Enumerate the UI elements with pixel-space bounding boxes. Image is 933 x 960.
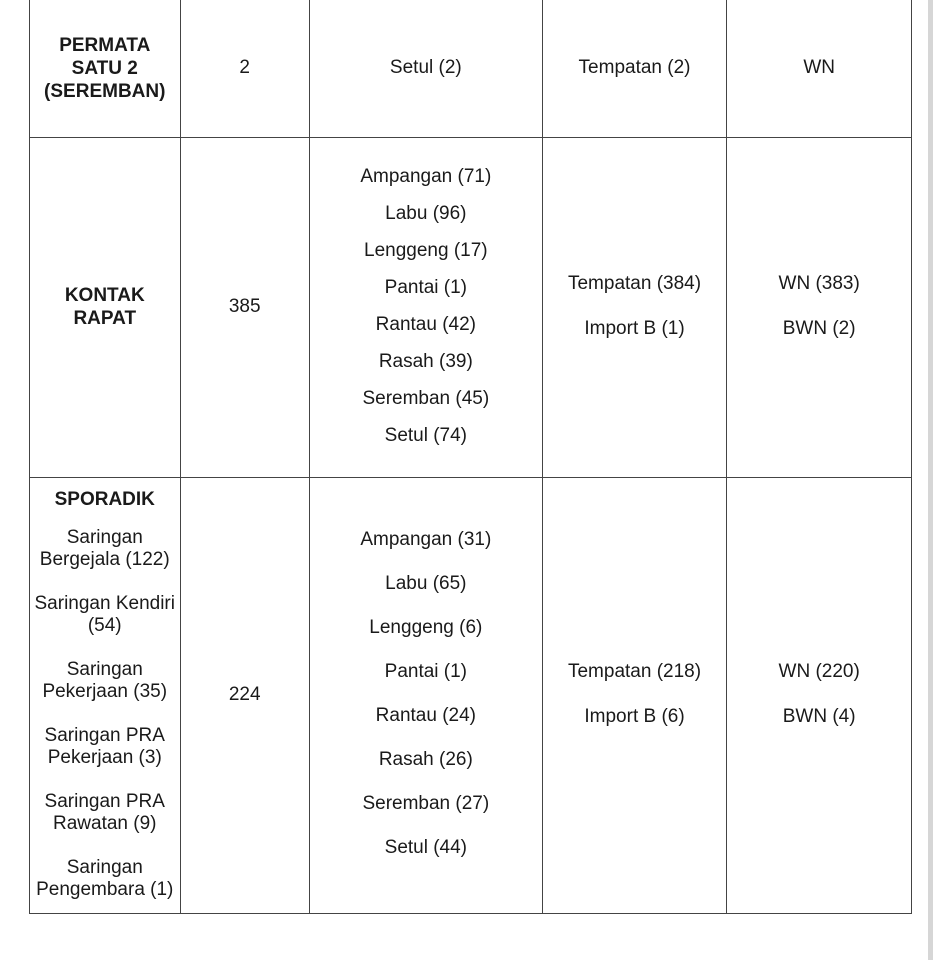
area-item: Labu (96): [385, 203, 467, 224]
area-item: Seremban (27): [362, 793, 490, 814]
area-item: Rasah (39): [378, 351, 473, 372]
area-item: Labu (65): [385, 573, 467, 594]
area-item: Rantau (42): [375, 314, 476, 335]
area-item: Ampangan (71): [360, 166, 492, 187]
origin-item: Tempatan (384): [567, 273, 702, 294]
category-cell: [30, 137, 181, 477]
category-label: SPORADIK: [54, 489, 155, 510]
subcategory-item: Saringan Pengembara (1): [36, 857, 174, 900]
total-cell: 385: [180, 137, 309, 477]
subcategory-item: Saringan PRA Rawatan (9): [44, 791, 165, 834]
area-item: Setul (2): [389, 57, 462, 79]
subcategory-item: Saringan Kendiri (54): [34, 593, 175, 636]
citizenship-cell: [727, 0, 912, 137]
area-item: Lenggeng (17): [364, 240, 488, 261]
citizenship-item: BWN (4): [782, 706, 856, 727]
scrollbar[interactable]: [928, 0, 933, 960]
areas-cell: [309, 137, 542, 477]
citizenship-item: WN (220): [778, 661, 860, 682]
citizenship-item: BWN (2): [782, 318, 856, 339]
cases-table: [29, 0, 912, 914]
total-cell: 224: [180, 477, 309, 913]
areas-cell: [309, 0, 542, 137]
citizenship-item: WN: [803, 57, 835, 79]
area-item: Setul (74): [384, 425, 468, 446]
table-row: [30, 477, 912, 913]
table-row: [30, 0, 912, 137]
subcategory-item: Saringan PRA Pekerjaan (3): [44, 725, 165, 768]
table-row: [30, 137, 912, 477]
subcategory-item: Saringan Bergejala (122): [39, 527, 170, 570]
origin-cell: [542, 477, 727, 913]
origin-cell: [542, 0, 727, 137]
origin-item: Import B (6): [584, 706, 685, 727]
category-cell: [30, 477, 181, 913]
areas-cell: [309, 477, 542, 913]
area-item: Lenggeng (6): [369, 617, 483, 638]
area-item: Pantai (1): [384, 661, 468, 682]
area-item: Rantau (24): [375, 705, 476, 726]
area-item: Ampangan (31): [360, 529, 492, 550]
citizenship-item: WN (383): [778, 273, 860, 294]
area-item: Seremban (45): [362, 388, 490, 409]
category-label: KONTAK RAPAT: [64, 285, 145, 329]
origin-cell: [542, 137, 727, 477]
area-item: Rasah (26): [378, 749, 473, 770]
citizenship-cell: [727, 137, 912, 477]
total-cell: 2: [180, 0, 309, 137]
subcategory-item: Saringan Pekerjaan (35): [42, 659, 168, 702]
origin-item: Tempatan (218): [567, 661, 702, 682]
category-cell: [30, 0, 181, 137]
citizenship-cell: [727, 477, 912, 913]
origin-item: Import B (1): [584, 318, 685, 339]
category-label: PERMATA SATU 2 (SEREMBAN): [44, 34, 166, 102]
area-item: Pantai (1): [384, 277, 468, 298]
area-item: Setul (44): [384, 837, 468, 858]
origin-item: Tempatan (2): [578, 57, 691, 79]
